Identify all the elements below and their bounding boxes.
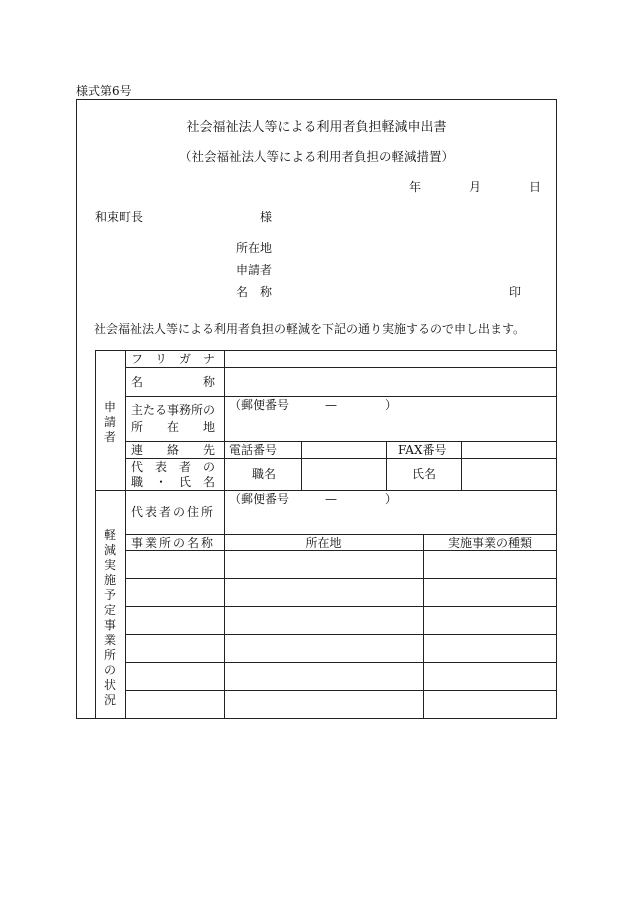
row-divider bbox=[125, 662, 557, 663]
furigana-label: フ リ ガ ナ bbox=[131, 352, 216, 366]
office-name-column-header: 事業所の名称 bbox=[131, 536, 216, 550]
row-divider bbox=[125, 606, 557, 607]
row-divider bbox=[125, 634, 557, 635]
date-year-label: 年 bbox=[409, 180, 422, 194]
date-month-label: 月 bbox=[469, 180, 482, 194]
addressee-name: 和束町長 bbox=[95, 210, 144, 224]
applicant-side-label: 申 請 者 bbox=[103, 400, 116, 444]
representative-label-line1: 代 表 者 の bbox=[131, 460, 216, 474]
applicant-name-label: 名 称 bbox=[236, 285, 273, 299]
row-divider bbox=[125, 367, 557, 368]
cell-divider bbox=[386, 441, 387, 458]
position-label: 職名 bbox=[252, 467, 277, 481]
applicant-label: 申請者 bbox=[236, 263, 273, 277]
cell-divider bbox=[461, 441, 462, 490]
row-divider bbox=[125, 690, 557, 691]
service-type-column-header: 実施事業の種類 bbox=[447, 536, 532, 550]
row-divider bbox=[125, 441, 557, 442]
fax-label: FAX番号 bbox=[398, 443, 447, 457]
column-divider bbox=[423, 534, 424, 719]
section-divider bbox=[95, 490, 557, 491]
addressee-honorific: 様 bbox=[260, 210, 273, 224]
cell-divider bbox=[301, 441, 302, 490]
full-name-label: 氏名 bbox=[412, 467, 437, 481]
statement-text: 社会福祉法人等による利用者負担の軽減を下記の通り実施するので申し出ます。 bbox=[94, 322, 526, 336]
planned-side-label: 軽 減 実 施 予 定 事 業 所 の 状 況 bbox=[103, 528, 116, 707]
office-address-label-line2: 所 在 地 bbox=[131, 420, 216, 434]
name-label: 名 称 bbox=[131, 375, 216, 389]
office-address-label-line1: 主たる事務所の bbox=[131, 403, 216, 417]
form-title: 社会福祉法人等による利用者負担軽減申出書 bbox=[186, 120, 447, 135]
postal-code-field[interactable]: （郵便番号 — ） bbox=[229, 398, 398, 412]
rep-address-label: 代表者の住所 bbox=[131, 505, 216, 519]
table-top-border bbox=[95, 350, 557, 351]
applicant-address-label: 所在地 bbox=[236, 241, 273, 255]
form-subtitle: （社会福祉法人等による利用者負担の軽減措置） bbox=[178, 149, 454, 164]
row-divider bbox=[125, 578, 557, 579]
location-column-header: 所在地 bbox=[305, 536, 342, 550]
row-divider bbox=[125, 458, 557, 459]
row-divider bbox=[125, 534, 557, 535]
seal-mark: 印 bbox=[509, 285, 522, 299]
cell-divider bbox=[386, 458, 387, 490]
contact-label: 連 絡 先 bbox=[131, 443, 216, 457]
table-left-border bbox=[95, 350, 96, 719]
form-number: 様式第6号 bbox=[76, 84, 132, 98]
phone-label: 電話番号 bbox=[229, 443, 278, 457]
row-divider bbox=[125, 550, 557, 551]
rep-postal-code-field[interactable]: （郵便番号 — ） bbox=[229, 492, 398, 506]
date-day-label: 日 bbox=[529, 180, 542, 194]
representative-label-line2: 職 ・ 氏 名 bbox=[131, 475, 216, 489]
row-divider bbox=[125, 396, 557, 397]
